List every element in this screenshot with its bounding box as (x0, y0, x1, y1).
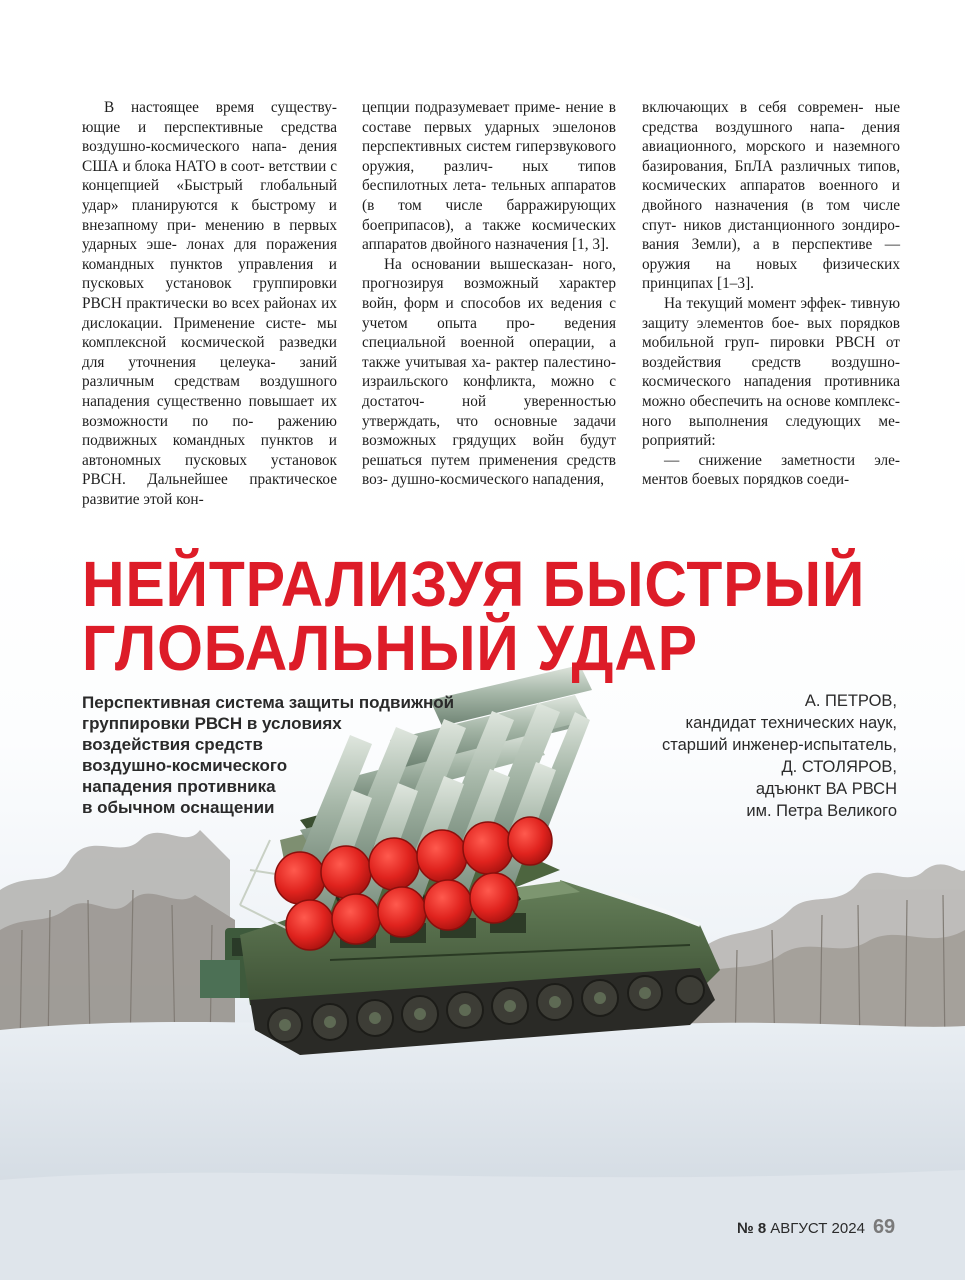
text-line: практическое развитие этой кон- (82, 471, 337, 508)
text-line: воздушного нападения существенно (82, 373, 337, 410)
text-line: ментов боевых порядков соеди- (642, 471, 850, 489)
lead-line: воздушно-космического (82, 756, 288, 775)
paragraph (642, 451, 900, 490)
text-line: а также космических аппаратов (362, 216, 616, 254)
text-line: принципах [1–3]. (642, 275, 754, 293)
text-line: пунктов и автономных пусковых (82, 432, 337, 469)
text-line: установок группировки РВСН (82, 275, 337, 312)
article-body (0, 0, 965, 530)
text-line: ных типов беспилотных лета- (362, 157, 616, 195)
page-folio (737, 1216, 895, 1239)
issue-number: № 8 (737, 1220, 767, 1237)
text-column-1 (82, 98, 337, 509)
lead-line: группировки РВСН в условиях (82, 714, 342, 733)
issue-date: АВГУСТ 2024 (770, 1220, 865, 1237)
author-2-name: Д. СТОЛЯРОВ, (781, 758, 897, 776)
text-line: что основные задачи возможных (362, 412, 616, 450)
text-line: ражению подвижных командных (82, 412, 337, 450)
text-line: ников дистанционного зондиро- (683, 216, 900, 234)
text-line: характер войн, форм и способов (362, 275, 617, 312)
lead-line: Перспективная система защиты подвижной (82, 693, 455, 712)
text-line: менению в первых ударных эше- (82, 216, 338, 254)
page-number: 69 (872, 1216, 896, 1238)
text-line: включающих в себя современ- (642, 99, 864, 116)
text-line: дислокации. Применение систе- (82, 314, 307, 332)
text-line: мы комплексной космической (82, 314, 337, 352)
text-line: пунктов управления и пусковых (82, 255, 337, 293)
author-2-affiliation: им. Петра Великого (746, 802, 897, 820)
text-line: глобальный удар» планируются (82, 177, 338, 214)
text-line: вых порядков мобильной груп- (642, 314, 900, 352)
text-line: ного выполнения следующих ме- (642, 412, 900, 430)
text-line: На основании вышесказан- (384, 255, 574, 273)
text-column-3 (642, 98, 900, 490)
text-line: установок РВСН. Дальнейшее (82, 451, 337, 489)
text-line: пировки РВСН от воздействия (642, 334, 900, 371)
text-line: грядущих войн будут решаться (362, 432, 617, 469)
text-line: нение в составе первых ударных (362, 99, 616, 136)
text-line: ветствии с концепцией «Быстрый (82, 157, 337, 195)
text-line: эшелонов перспективных систем (362, 118, 616, 156)
article-headline (82, 548, 866, 684)
text-line: разведки для уточнения целеука- (82, 334, 337, 371)
author-2-position: адъюнкт ВА РВСН (755, 780, 897, 798)
text-line: В настоящее время существу- (104, 99, 337, 116)
text-line: воздушно-космического напа- (82, 138, 287, 156)
text-line: обеспечить на основе комплекс- (689, 392, 900, 410)
text-line: дения авиационного, морского (642, 118, 900, 156)
text-line: тивную защиту элементов бое- (642, 294, 901, 332)
text-line: ющие и перспективные средства (82, 118, 337, 136)
text-line: На текущий момент эффек- (664, 294, 847, 312)
text-line: — оружия на новых физических (642, 236, 900, 273)
lead-line: нападения противника (82, 777, 276, 796)
headline-line-2: ГЛОБАЛЬНЫЙ УДАР (82, 612, 698, 684)
text-line: средств воздушно-космического (642, 353, 900, 391)
text-line: аппаратов военного и двойного (642, 177, 900, 214)
paragraph (362, 98, 616, 255)
text-line: — снижение заметности эле- (664, 451, 900, 469)
text-line: рактер палестино-израильского (362, 353, 617, 391)
text-line: конфликта, можно с достаточ- (362, 373, 616, 410)
text-line: вания Земли), а в перспективе (642, 236, 873, 254)
text-line: цепции подразумевает приме- (362, 99, 561, 116)
article-lead (82, 692, 502, 818)
text-column-2 (362, 98, 616, 490)
text-line: заний различным средствам (82, 353, 338, 391)
text-line: операции, а также учитывая ха- (362, 334, 617, 371)
text-line: назначения (в том числе спут- (642, 196, 900, 234)
text-line: гиперзвукового оружия, различ- (362, 138, 616, 175)
text-line: нападения противника можно (642, 373, 900, 410)
text-line: тельных аппаратов (в том числе (362, 177, 617, 214)
text-line: ные средства воздушного напа- (642, 99, 900, 136)
paragraph (82, 98, 337, 509)
text-line: повышает их возможности по по- (82, 392, 337, 430)
paragraph (362, 255, 616, 490)
text-line: ной уверенностью утверждать, (362, 392, 617, 430)
paragraph (642, 294, 900, 451)
author-1-position: старший инженер-испытатель, (662, 736, 897, 754)
text-line: путем применения средств воз- (362, 451, 616, 489)
author-1-degree: кандидат технических наук, (685, 714, 897, 732)
text-line: душно-космического нападения, (391, 471, 605, 489)
text-line: их ведения с учетом опыта про- (362, 294, 616, 332)
text-line: и наземного базирования, БпЛА (642, 138, 901, 175)
lead-line: воздействия средств (82, 735, 263, 754)
author-1-name: А. ПЕТРОВ, (804, 692, 897, 710)
text-line: барражирующих боеприпасов), (362, 196, 617, 234)
headline-line-1: НЕЙТРАЛИЗУЯ БЫСТРЫЙ (82, 548, 866, 620)
author-block (662, 690, 897, 822)
lead-line: в обычном оснащении (82, 798, 275, 817)
text-line: к быстрому и внезапному при- (82, 196, 337, 234)
text-line: дения США и блока НАТО в соот- (82, 138, 337, 175)
text-line: роприятий: (642, 432, 716, 450)
text-line: ного, прогнозируя возможный (362, 255, 616, 293)
text-line: двойного назначения [1, 3]. (430, 236, 609, 254)
text-line: практически во всех районах их (126, 294, 338, 312)
text-line: лонах для поражения командных (82, 236, 337, 273)
text-line: различных типов, космических (642, 157, 901, 195)
paragraph (642, 98, 900, 294)
text-line: ведения специальной военной (362, 314, 616, 352)
